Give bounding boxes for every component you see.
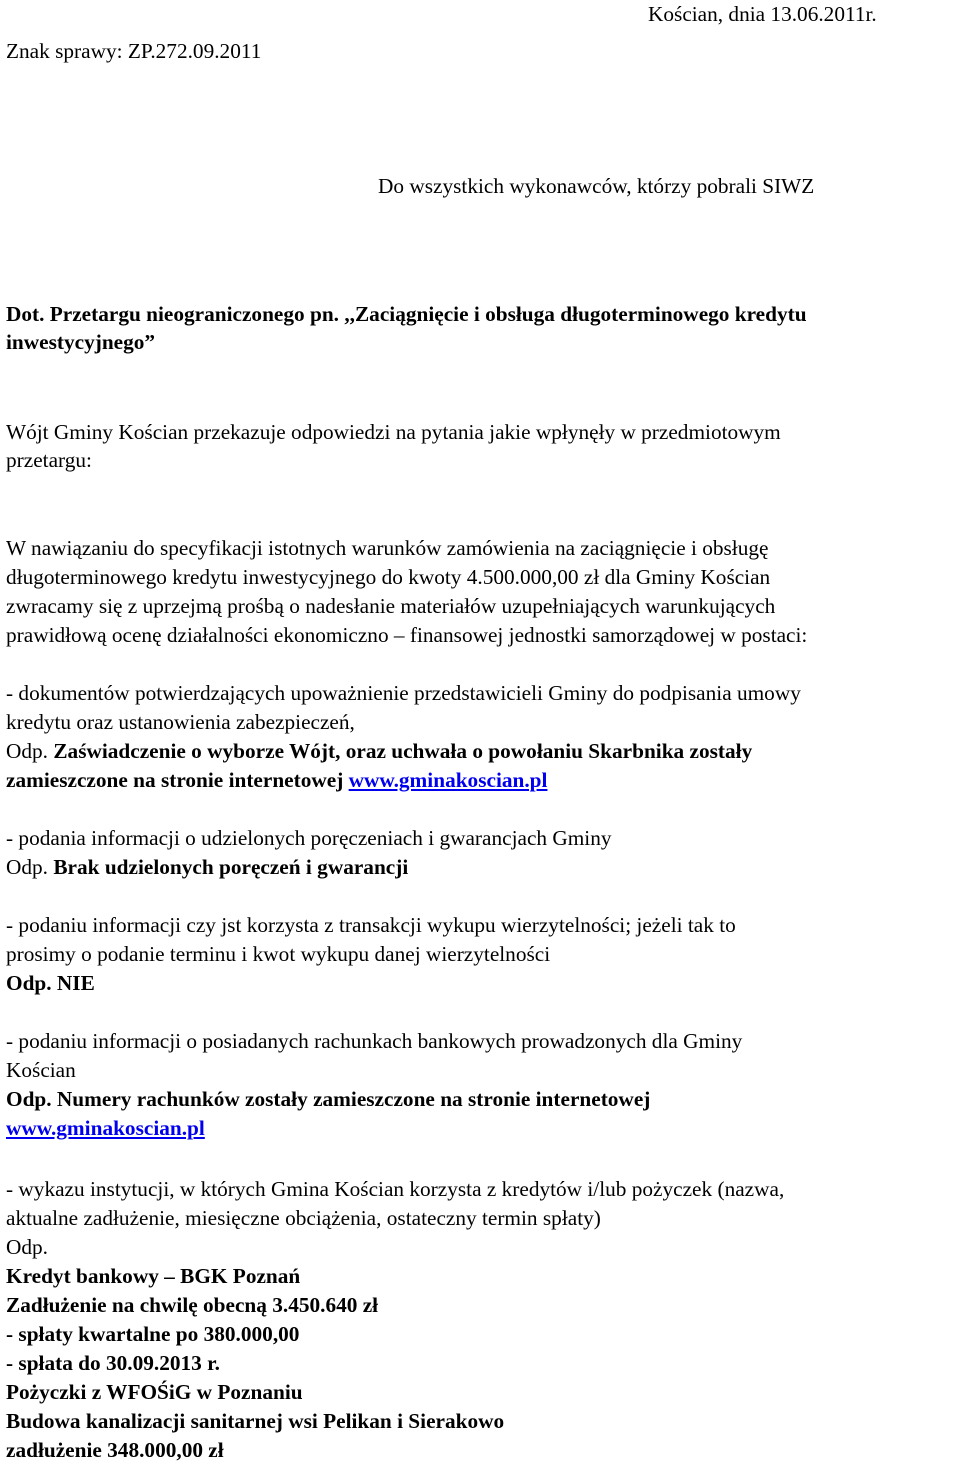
website-link[interactable]: www.gminakoscian.pl [348,768,548,792]
item5-odp-label: Odp. [6,1235,49,1259]
question-line-3: zwracamy się z uprzejmą prośbą o nadesłanie materiałów uzupełniających warunkujących [6,594,776,618]
item3-question-1: - podaniu informacji czy jst korzysta z transakcji wykupu wierzytelności; jeżeli tak to [6,913,736,937]
question-line-4: prawidłową ocenę działalności ekonomiczno – finansowej jednostki samorządowej w postaci: [6,623,808,647]
question-line-1: W nawiązaniu do specyfikacji istotnych warunków zamówienia na zaciągnięcie i obsługę [6,536,769,560]
item5-answer-line: Pożyczki z WFOŚiG w Poznaniu [6,1380,303,1404]
item4-question-1: - podaniu informacji o posiadanych rachunkach bankowych prowadzonych dla Gminy [6,1029,743,1053]
item3-answer-1 [6,969,95,998]
item5-answer-line: Kredyt bankowy – BGK Poznań [6,1264,301,1288]
subject-line-2: inwestycyjnego” [6,330,156,354]
addressee: Do wszystkich wykonawców, którzy pobrali SIWZ [378,174,815,198]
odp-label: Odp. [6,855,49,879]
item5-answer-line: Zadłużenie na chwilę obecną 3.450.640 zł [6,1293,379,1317]
odp-label: Odp. [6,971,52,995]
item1-answer-1 [6,737,752,766]
answer-text: Brak udzielonych poręczeń i gwarancji [48,855,409,879]
subject-line-1: Dot. Przetargu nieograniczonego pn. ,,Zaciągnięcie i obsługa długoterminowego kredytu [6,302,807,326]
item4-answer-2 [6,1114,205,1143]
item5-question-2: aktualne zadłużenie, miesięczne obciążenia, ostateczny termin spłaty) [6,1206,601,1230]
answer-text: Zaświadczenie o wyborze Wójt, oraz uchwała o powołaniu Skarbnika zostały [48,739,753,763]
answer-text: zamieszczone na stronie internetowej [6,768,349,792]
answer-text: Numery rachunków zostały zamieszczone na stronie internetowej [51,1087,651,1111]
item3-question-2: prosimy o podanie terminu i kwot wykupu danej wierzytelności [6,942,551,966]
item4-question-2: Kościan [6,1058,76,1082]
case-reference: Znak sprawy: ZP.272.09.2011 [6,39,262,63]
item1-answer-2 [6,766,547,795]
item5-question-1: - wykazu instytucji, w których Gmina Kościan korzysta z kredytów i/lub pożyczek (nazwa, [6,1177,785,1201]
place-date: Kościan, dnia 13.06.2011r. [648,2,877,26]
item5-answer-line: - spłaty kwartalne po 380.000,00 [6,1322,300,1346]
odp-label: Odp. [6,1087,52,1111]
odp-label: Odp. [6,739,49,763]
item4-answer-1 [6,1085,650,1114]
item5-answer-line: zadłużenie 348.000,00 zł [6,1438,224,1462]
item1-question-2: kredytu oraz ustanowienia zabezpieczeń, [6,710,355,734]
item2-answer-1 [6,853,408,882]
item2-question-1: - podania informacji o udzielonych poręczeniach i gwarancjach Gminy [6,826,612,850]
item5-answer-line: Budowa kanalizacji sanitarnej wsi Pelikan i Sierakowo [6,1409,505,1433]
intro-line-2: przetargu: [6,448,92,472]
question-line-2: długoterminowego kredytu inwestycyjnego do kwoty 4.500.000,00 zł dla Gminy Kościan [6,565,771,589]
item5-answer-line: - spłata do 30.09.2013 r. [6,1351,220,1375]
website-link[interactable]: www.gminakoscian.pl [6,1116,205,1140]
answer-text: NIE [51,971,95,995]
intro-line-1: Wójt Gminy Kościan przekazuje odpowiedzi na pytania jakie wpłynęły w przedmiotowym [6,420,781,444]
item1-question-1: - dokumentów potwierdzających upoważnienie przedstawicieli Gminy do podpisania umowy [6,681,801,705]
